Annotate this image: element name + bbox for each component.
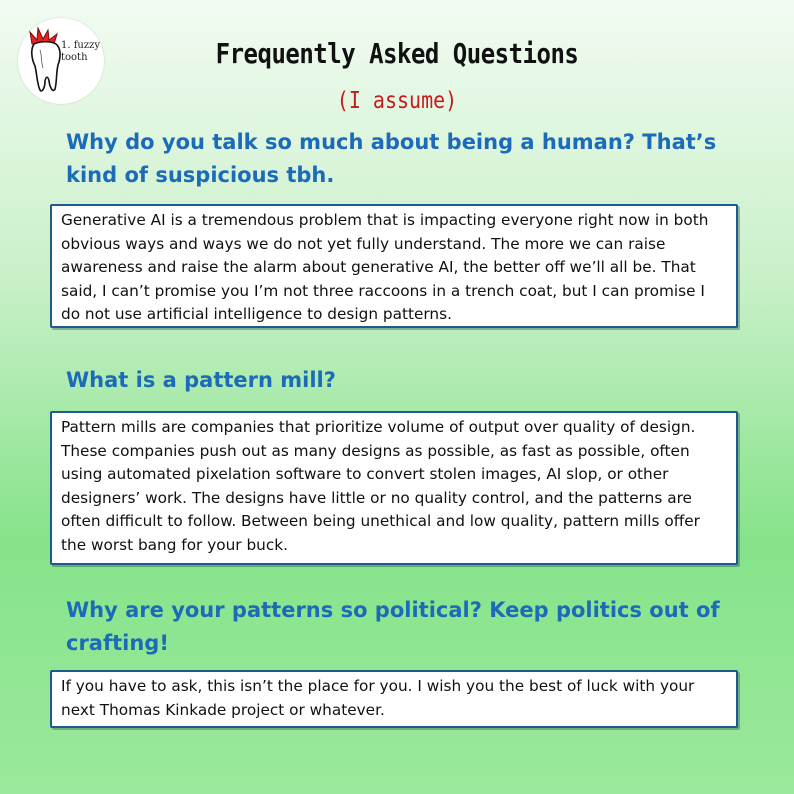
- page-title: Frequently Asked Questions: [215, 37, 579, 71]
- faq-question-1: Why do you talk so much about being a human? That’s kind of suspicious tbh.: [66, 130, 717, 187]
- faq-question-3: Why are your patterns so political? Keep politics out of crafting!: [66, 598, 720, 655]
- logo-text: 1. fuzzy tooth: [61, 40, 101, 63]
- page-subtitle: (I assume): [336, 86, 458, 114]
- faq-question-2: What is a pattern mill?: [66, 368, 336, 392]
- faq-answer-2: Pattern mills are companies that prioritize volume of output over quality of design. These companies push out as many designs as possible, as fast as possible, often using automated pixelation software to convert stolen images, AI slop, or other designers’ work. The designs have little or no quality control, and the patterns are often difficult to follow. Between being unethical and low quality, pattern mills offer the worst bang for your buck.: [50, 411, 738, 565]
- faq-answer-1: Generative AI is a tremendous problem that is impacting everyone right now in both obvious ways and ways we do not yet fully understand. The more we can raise awareness and raise the alarm about generative AI, the better off we’ll all be. That said, I can’t promise you I’m not three raccoons in a trench coat, but I can promise I do not use artificial intelligence to design patterns.: [50, 204, 738, 328]
- faq-answer-3: If you have to ask, this isn’t the place for you. I wish you the best of luck with your next Thomas Kinkade project or whatever.: [50, 670, 738, 728]
